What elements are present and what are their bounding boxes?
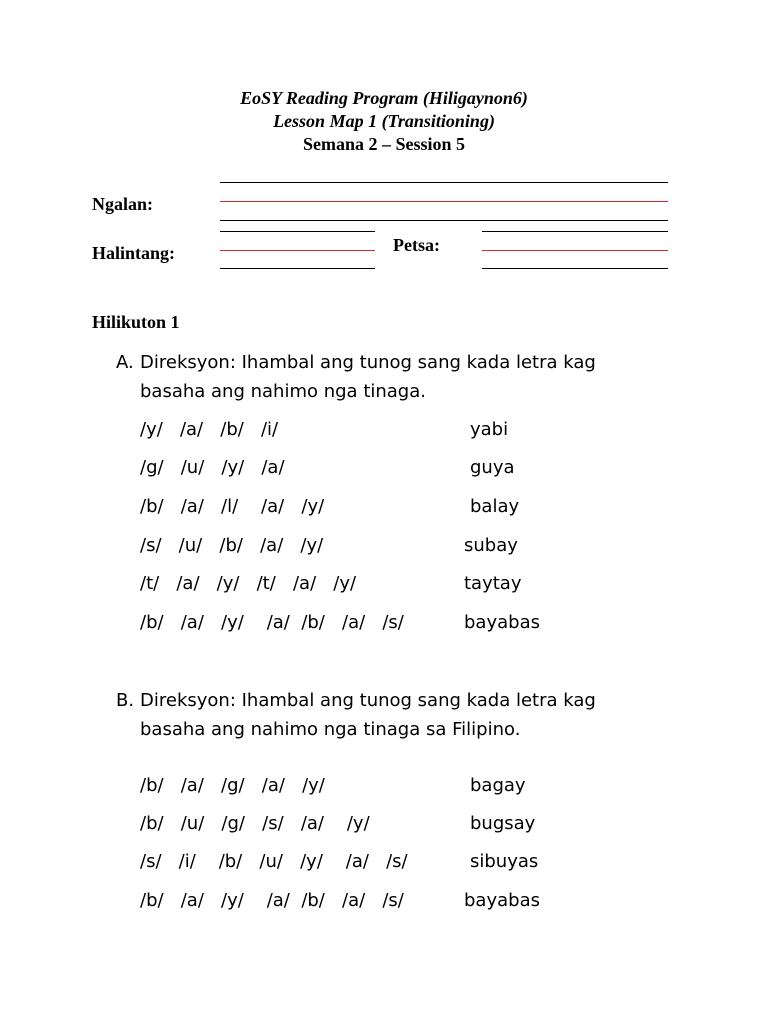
section-a-direction-line1: Direksyon: Ihambal ang tunog sang kada letra kag <box>140 352 596 373</box>
grade-line-bottom <box>220 268 375 269</box>
word-item: bagay <box>470 775 526 796</box>
word-item: yabi <box>470 419 509 440</box>
sounds-row: /b/ /a/ /y/ /a/ /b/ /a/ /s/ <box>140 890 404 911</box>
name-label: Ngalan: <box>92 194 154 214</box>
sounds-row: /b/ /u/ /g/ /s/ /a/ /y/ <box>140 813 370 834</box>
word-item: bayabas <box>464 890 540 911</box>
sounds-row: /g/ /u/ /y/ /a/ <box>140 457 285 478</box>
activity-title: Hilikuton 1 <box>92 312 180 332</box>
section-b-direction-line1: Direksyon: Ihambal ang tunog sang kada letra kag <box>140 690 596 711</box>
section-b-marker: B. <box>116 690 135 711</box>
date-line-bottom <box>482 268 668 269</box>
session-label: Semana 2 – Session 5 <box>302 134 466 154</box>
section-b-direction-line2: basaha ang nahimo nga tinaga sa Filipino. <box>140 719 521 740</box>
date-label: Petsa: <box>393 235 440 255</box>
grade-line-middle <box>220 250 375 251</box>
grade-label: Halintang: <box>92 243 176 263</box>
grade-line-top <box>220 231 375 232</box>
name-line-middle <box>220 201 668 202</box>
sounds-row: /b/ /a/ /y/ /a/ /b/ /a/ /s/ <box>140 612 404 633</box>
document-subtitle: Lesson Map 1 (Transitioning) <box>273 111 495 131</box>
section-a-direction <box>140 348 596 406</box>
sounds-row: /y/ /a/ /b/ /i/ <box>140 419 279 440</box>
sounds-row: /t/ /a/ /y/ /t/ /a/ /y/ <box>140 573 357 594</box>
word-item: taytay <box>464 573 522 594</box>
date-line-top <box>482 231 668 232</box>
sounds-row: /s/ /i/ /b/ /u/ /y/ /a/ /s/ <box>140 851 408 872</box>
word-item: bugsay <box>470 813 536 834</box>
sounds-row: /b/ /a/ /l/ /a/ /y/ <box>140 496 325 517</box>
name-line-bottom <box>220 220 668 221</box>
word-item: balay <box>470 496 520 517</box>
word-item: subay <box>464 535 518 556</box>
section-b-direction <box>140 686 596 744</box>
section-a-marker: A. <box>116 352 134 373</box>
name-line-top <box>220 182 668 183</box>
date-line-middle <box>482 250 668 251</box>
sounds-row: /s/ /u/ /b/ /a/ /y/ <box>140 535 324 556</box>
word-item: guya <box>470 457 515 478</box>
section-a-direction-line2: basaha ang nahimo nga tinaga. <box>140 381 426 402</box>
sounds-row: /b/ /a/ /g/ /a/ /y/ <box>140 775 325 796</box>
document-title: EoSY Reading Program (Hiligaynon6) <box>240 88 528 108</box>
word-item: bayabas <box>464 612 540 633</box>
word-item: sibuyas <box>470 851 539 872</box>
